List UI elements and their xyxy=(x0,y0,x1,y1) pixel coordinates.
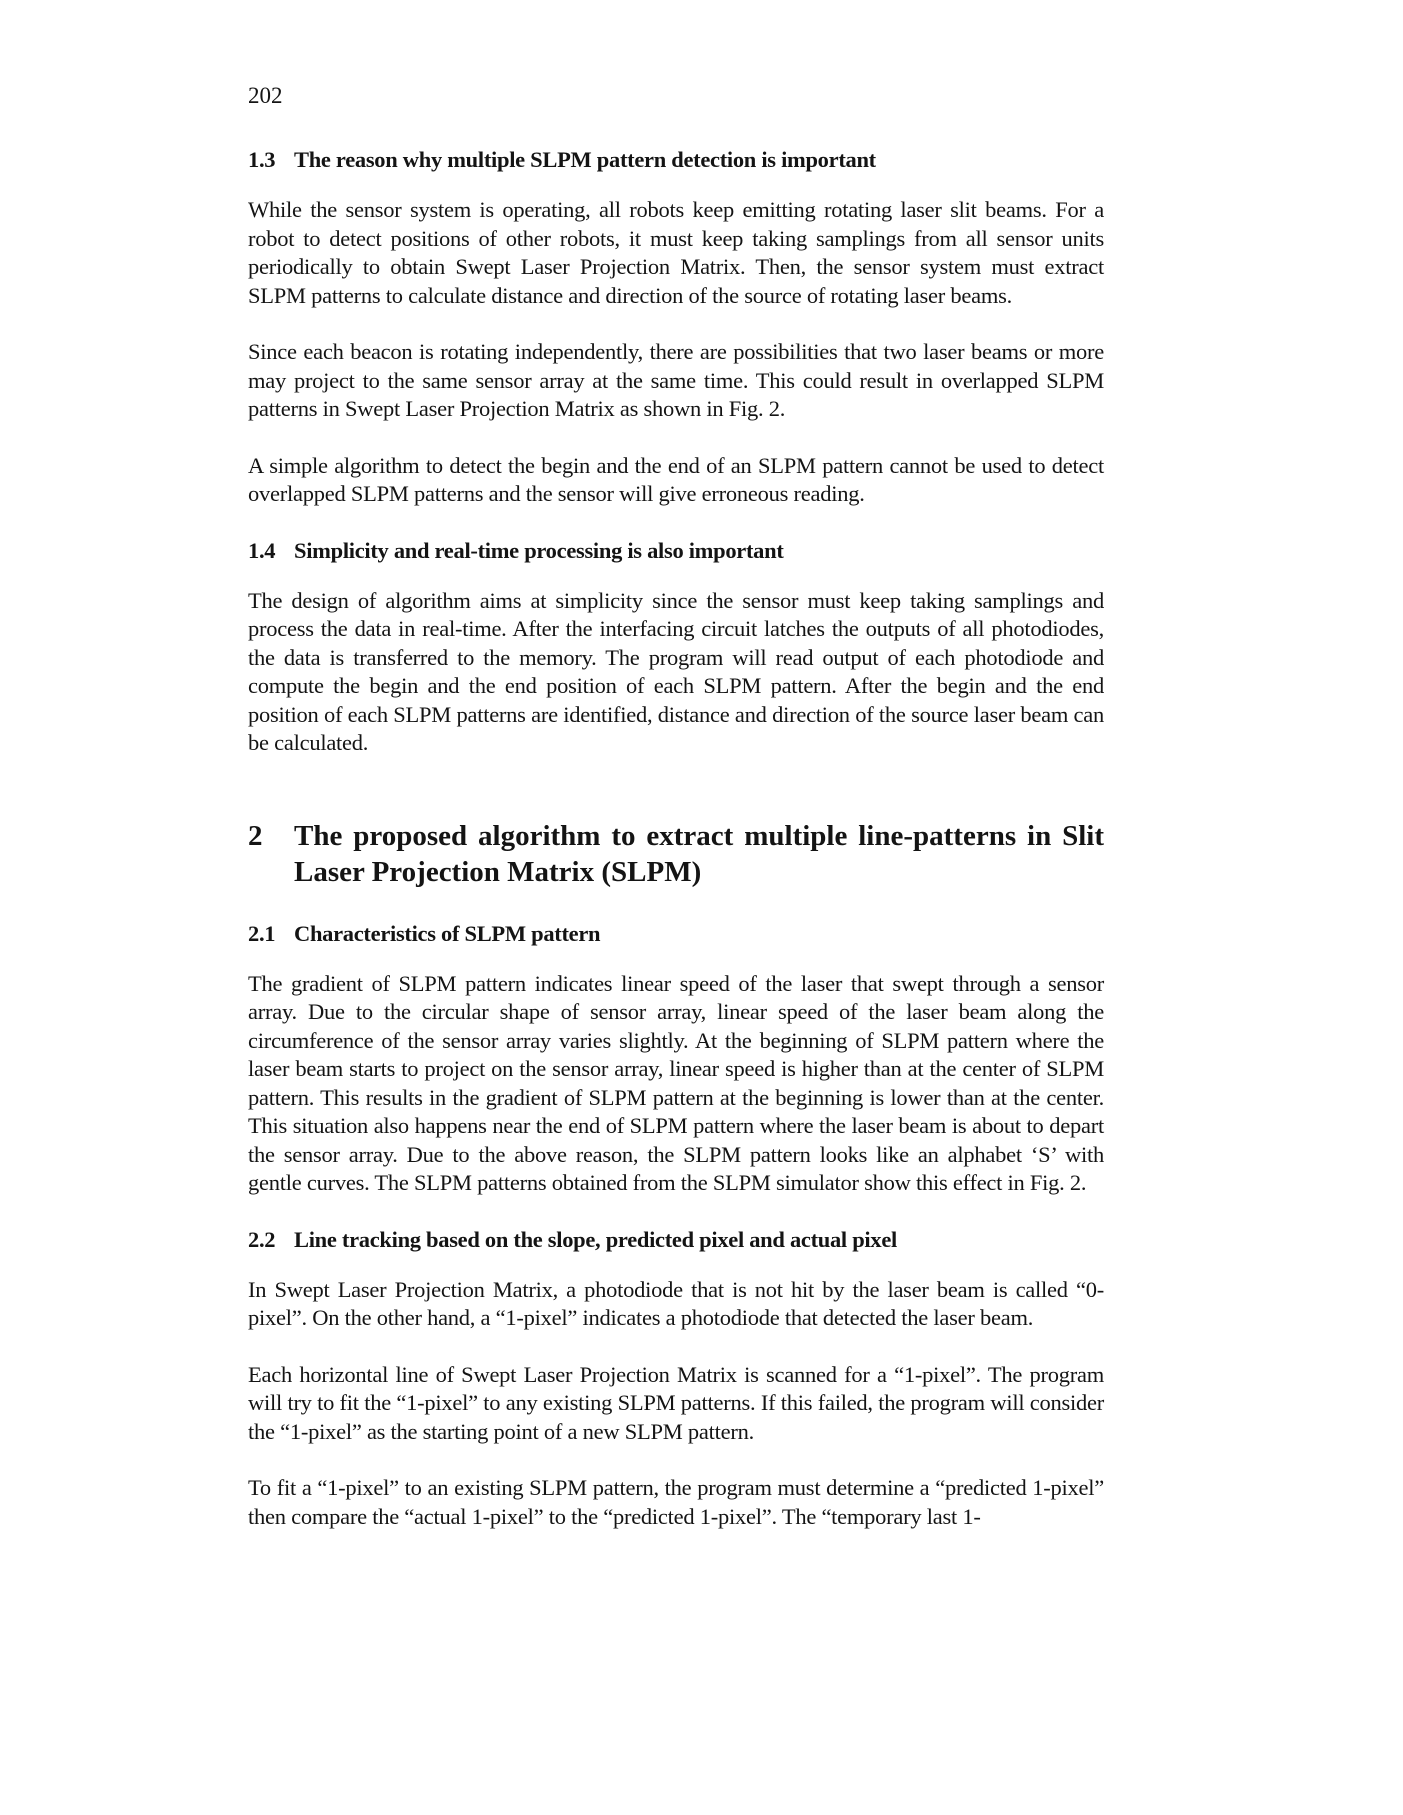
paragraph: The design of algorithm aims at simplicity since the sensor must keep taking samplings and process the data in real-time. After the interfacing circuit latches the outputs of all photodiodes, the data is transferred to the memory. The program will read output of each photodiode and compute the begin and the end position of each SLPM pattern. After the begin and the end position of each SLPM patterns are identified, distance and direction of the source laser beam can be calculated. xyxy=(248,587,1104,755)
paragraph: The gradient of SLPM pattern indicates linear speed of the laser that swept through a sensor array. Due to the circular shape of sensor array, linear speed of the laser beam along the circumference of the sensor array varies slightly. At the beginning of SLPM pattern where the laser beam starts to project on the sensor array, linear speed is higher than at the center of SLPM pattern. This results in the gradient of SLPM pattern at the beginning is lower than at the center. This situation also happens near the end of SLPM pattern where the laser beam is about to depart the sensor array. Due to the above reason, the SLPM pattern looks like an alphabet ‘S’ with gentle curves. The SLPM patterns obtained from the SLPM simulator show this effect in Fig. 2. xyxy=(248,970,1104,1195)
section-title: The reason why multiple SLPM pattern detection is important xyxy=(294,147,876,172)
section-number: 2.2 xyxy=(248,1226,276,1252)
section-number: 2 xyxy=(248,819,263,852)
paragraph: Since each beacon is rotating independently, there are possibilities that two laser beams or more may project to the same sensor array at the same time. This could result in overlapped SLPM patterns in Swept Laser Projection Matrix as shown in Fig. 2. xyxy=(248,339,1104,421)
section-title: Simplicity and real-time processing is also important xyxy=(294,537,784,563)
section-2-2-heading xyxy=(248,1226,1104,1254)
section-number: 1.4 xyxy=(248,537,276,563)
paragraph: In Swept Laser Projection Matrix, a photodiode that is not hit by the laser beam is called “0-pixel”. On the other hand, a “1-pixel” indicates a photodiode that detected the laser beam. xyxy=(248,1276,1104,1330)
section-title: Characteristics of SLPM pattern xyxy=(294,920,601,946)
paragraph: To fit a “1-pixel” to an existing SLPM pattern, the program must determine a “predicted 1-pixel” then compare the “actual 1-pixel” to the “predicted 1-pixel”. The “temporary last 1- xyxy=(248,1475,1104,1529)
document-page xyxy=(248,82,1104,1559)
section-2-heading xyxy=(248,818,1104,890)
section-1-4-heading xyxy=(248,537,1104,565)
section-2-1-heading xyxy=(248,920,1104,948)
page-number: 202 xyxy=(248,83,283,108)
paragraph: Each horizontal line of Swept Laser Projection Matrix is scanned for a “1-pixel”. The program will try to fit the “1-pixel” to any existing SLPM patterns. If this failed, the program will consider the “1-pixel” as the starting point of a new SLPM pattern. xyxy=(248,1361,1104,1444)
section-1-3-heading xyxy=(248,146,1104,174)
section-number: 2.1 xyxy=(248,920,276,946)
section-title: The proposed algorithm to extract multiple line-patterns in Slit Laser Projection Matrix (SLPM) xyxy=(294,819,1104,888)
paragraph: While the sensor system is operating, all robots keep emitting rotating laser slit beams. For a robot to detect positions of other robots, it must keep taking samplings from all sensor units periodically to obtain Swept Laser Projection Matrix. Then, the sensor system must extract SLPM patterns to calculate distance and direction of the source of rotating laser beams. xyxy=(248,197,1104,308)
section-number: 1.3 xyxy=(248,147,276,172)
section-title: Line tracking based on the slope, predicted pixel and actual pixel xyxy=(294,1226,897,1252)
paragraph: A simple algorithm to detect the begin and the end of an SLPM pattern cannot be used to detect overlapped SLPM patterns and the sensor will give erroneous reading. xyxy=(248,452,1104,506)
